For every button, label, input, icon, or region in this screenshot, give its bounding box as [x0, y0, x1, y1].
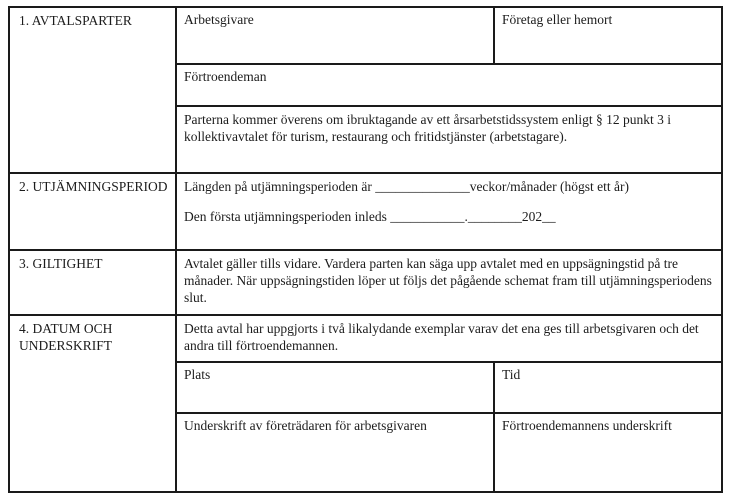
section-validity-title: 3. GILTIGHET: [10, 251, 177, 314]
time-field-cell: [495, 363, 721, 412]
equalization-lines-cell: [177, 174, 721, 249]
equalization-length-line[interactable]: Längden på utjämningsperioden är ______________veckor/månader (högst ett år): [184, 179, 629, 194]
trustee-subrow: [177, 63, 721, 105]
trustee-label: Förtroendeman: [184, 69, 267, 84]
employer-signature-cell: [177, 414, 495, 491]
validity-text: Avtalet gäller tills vidare. Vardera parten kan säga upp avtalet med en uppsägningstid på tre månader. När uppsägningstiden löper ut följs det pågående schemat fram till utjämningsperiodens slut.: [184, 256, 712, 305]
section-signature-title: 4. DATUM OCH UNDERSKRIFT: [10, 316, 177, 491]
section-validity-content: [177, 251, 721, 314]
section-parties-row: [10, 8, 721, 172]
employer-label: Arbetsgivare: [184, 12, 254, 27]
section-equalization-row: [10, 172, 721, 249]
agreement-text-subrow: [177, 105, 721, 172]
equalization-start-line[interactable]: Den första utjämningsperioden inleds ___________.________202__: [184, 209, 556, 224]
company-field-cell: [495, 8, 721, 63]
company-label: Företag eller hemort: [502, 12, 613, 27]
copies-text-subrow: [177, 316, 721, 361]
section-parties-title: 1. AVTALSPARTER: [10, 8, 177, 172]
employer-input-area[interactable]: [184, 28, 485, 60]
trustee-signature-label: Förtroendemannens underskrift: [502, 418, 672, 433]
agreement-form-table: [8, 6, 723, 493]
employer-signature-input-area[interactable]: [184, 434, 485, 488]
place-input-area[interactable]: [184, 383, 485, 409]
trustee-signature-cell: [495, 414, 721, 491]
trustee-input-area[interactable]: [184, 85, 713, 102]
signatures-subrow: [177, 412, 721, 491]
trustee-signature-input-area[interactable]: [502, 434, 713, 488]
section-signature-content: [177, 316, 721, 491]
place-time-subrow: [177, 361, 721, 412]
copies-text: Detta avtal har uppgjorts i två likalydande exemplar varav det ena ges till arbetsgivaren och det andra till förtroendemannen.: [184, 321, 699, 353]
employer-company-subrow: [177, 8, 721, 63]
employer-signature-label: Underskrift av företrädaren för arbetsgivaren: [184, 418, 427, 433]
section-signature-row: [10, 314, 721, 491]
section-equalization-content: [177, 174, 721, 249]
agreement-text: Parterna kommer överens om ibruktagande av ett årsarbetstidssystem enligt § 12 punkt 3 i kollektivavtalet för turism, restaurang och fritidstjänster (arbetstagare).: [184, 112, 672, 144]
section-parties-content: [177, 8, 721, 172]
time-label: Tid: [502, 367, 521, 382]
trustee-field-cell: [177, 65, 721, 105]
time-input-area[interactable]: [502, 383, 713, 409]
place-field-cell: [177, 363, 495, 412]
company-input-area[interactable]: [502, 28, 713, 60]
place-label: Plats: [184, 367, 211, 382]
section-validity-row: [10, 249, 721, 314]
employer-field-cell: [177, 8, 495, 63]
section-equalization-title: 2. UTJÄMNINGSPERIOD: [10, 174, 177, 249]
